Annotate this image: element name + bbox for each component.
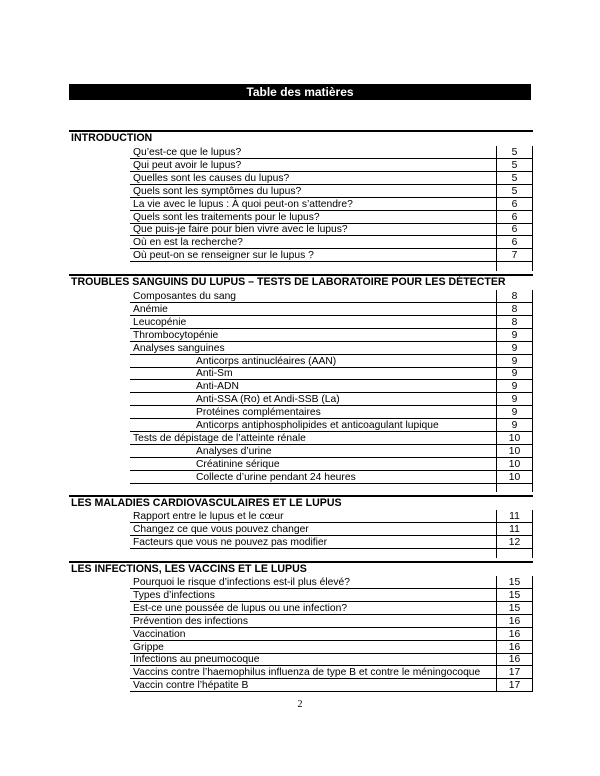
toc-entry[interactable] xyxy=(0,316,600,329)
toc-entry[interactable] xyxy=(0,342,600,355)
toc-entry-page: 17 xyxy=(496,679,533,692)
indent-rule xyxy=(130,380,193,393)
toc-entry-label[interactable]: Anticorps antiphospholipides et anticoagulant lupique xyxy=(193,419,499,432)
toc-entry-label[interactable]: Qu’est-ce que le lupus? xyxy=(130,146,499,159)
toc-entry-page: 16 xyxy=(496,615,533,628)
toc-entry[interactable] xyxy=(0,641,600,654)
toc-entry-page: 15 xyxy=(496,602,533,615)
toc-entry-page: 15 xyxy=(496,589,533,602)
toc-entry[interactable] xyxy=(0,536,600,549)
page-column-gap xyxy=(496,549,533,558)
toc-entry[interactable] xyxy=(0,223,600,236)
toc-entry-label[interactable]: Analyses d’urine xyxy=(193,445,499,458)
toc-entry-label[interactable]: Quelles sont les causes du lupus? xyxy=(130,172,499,185)
toc-entry-label[interactable]: Vaccins contre l’haemophilus influenza de type B et contre le méningocoque xyxy=(130,666,499,679)
toc-entry-label[interactable]: Est-ce une poussée de lupus ou une infection? xyxy=(130,602,499,615)
toc-entry-label[interactable]: Quels sont les symptômes du lupus? xyxy=(130,185,499,198)
toc-entry-label[interactable]: Que puis-je faire pour bien vivre avec le lupus? xyxy=(130,223,499,236)
toc-entry-page: 9 xyxy=(496,380,533,393)
section-heading[interactable]: LES INFECTIONS, LES VACCINS ET LE LUPUS xyxy=(69,561,533,576)
indent-rule xyxy=(130,367,193,380)
toc-entry-label[interactable]: Tests de dépistage de l’atteinte rénale xyxy=(130,432,499,445)
toc-entry-page: 8 xyxy=(496,290,533,303)
toc-entry[interactable] xyxy=(0,159,600,172)
toc-entry-label[interactable]: Qui peut avoir le lupus? xyxy=(130,159,499,172)
toc-entry-label[interactable]: Où peut-on se renseigner sur le lupus ? xyxy=(130,249,499,262)
toc-entry-page: 5 xyxy=(496,185,533,198)
toc-entry[interactable] xyxy=(0,666,600,679)
toc-entry-label[interactable]: Pourquoi le risque d’infections est-il plus élevé? xyxy=(130,576,499,589)
indent-rule xyxy=(130,471,193,484)
toc-entry-label[interactable]: Anémie xyxy=(130,303,499,316)
toc-entry-page: 7 xyxy=(496,249,533,262)
toc-entry[interactable] xyxy=(0,589,600,602)
toc-entry[interactable] xyxy=(0,329,600,342)
toc-entry-label[interactable]: Où en est la recherche? xyxy=(130,236,499,249)
toc-entry-page: 9 xyxy=(496,367,533,380)
section-heading[interactable]: INTRODUCTION xyxy=(69,130,533,145)
toc-entry-label[interactable]: Rapport entre le lupus et le cœur xyxy=(130,510,499,523)
indent-rule xyxy=(130,355,193,368)
toc-entry-page: 8 xyxy=(496,303,533,316)
indent-rule xyxy=(130,458,193,471)
page-column-gap xyxy=(496,484,533,493)
toc-entry-label[interactable]: Grippe xyxy=(130,641,499,654)
toc-entry-label[interactable]: Anti-Sm xyxy=(193,367,499,380)
toc-entry[interactable] xyxy=(0,185,600,198)
toc-entry[interactable] xyxy=(0,602,600,615)
toc-entry-page: 9 xyxy=(496,419,533,432)
toc-entry[interactable] xyxy=(0,458,600,471)
indent-rule xyxy=(130,406,193,419)
toc-entry-label[interactable]: Quels sont les traitements pour le lupus? xyxy=(130,211,499,224)
toc-entry-page: 6 xyxy=(496,236,533,249)
toc-entry[interactable] xyxy=(0,172,600,185)
toc-entry[interactable] xyxy=(0,471,600,484)
toc-entry[interactable] xyxy=(0,576,600,589)
toc-entry[interactable] xyxy=(0,236,600,249)
toc-entry-page: 9 xyxy=(496,393,533,406)
toc-entry-page: 16 xyxy=(496,653,533,666)
toc-entry-page: 6 xyxy=(496,211,533,224)
footer-page-number: 2 xyxy=(297,699,303,710)
toc-entry-page: 6 xyxy=(496,223,533,236)
toc-entry-label[interactable]: Thrombocytopénie xyxy=(130,329,499,342)
toc-entry-page: 5 xyxy=(496,172,533,185)
toc-entry-page: 15 xyxy=(496,576,533,589)
toc-entry-label[interactable]: Anti-ADN xyxy=(193,380,499,393)
toc-entry-page: 16 xyxy=(496,641,533,654)
toc-entry-page: 6 xyxy=(496,198,533,211)
toc-entry-label[interactable]: Leucopénie xyxy=(130,316,499,329)
toc-entry-label[interactable]: Collecte d’urine pendant 24 heures xyxy=(193,471,499,484)
toc-entry[interactable] xyxy=(0,615,600,628)
toc-entry-label[interactable]: Analyses sanguines xyxy=(130,342,499,355)
toc-title: Table des matières xyxy=(69,84,531,100)
toc-entry-label[interactable]: Anti-SSA (Ro) et Andi-SSB (La) xyxy=(193,393,499,406)
toc-entry[interactable] xyxy=(0,628,600,641)
toc-entry-label[interactable]: Vaccin contre l’hépatite B xyxy=(130,679,499,692)
toc-entry-page: 9 xyxy=(496,355,533,368)
toc-entry[interactable] xyxy=(0,198,600,211)
toc-entry-page: 10 xyxy=(496,471,533,484)
toc-entry-label[interactable]: Protéines complémentaires xyxy=(193,406,499,419)
toc-entry-label[interactable]: Facteurs que vous ne pouvez pas modifier xyxy=(130,536,499,549)
toc-entry[interactable] xyxy=(0,445,600,458)
indent-rule xyxy=(130,419,193,432)
toc-entry-page: 9 xyxy=(496,342,533,355)
toc-entry[interactable] xyxy=(0,419,600,432)
toc-entry[interactable] xyxy=(0,393,600,406)
toc-entry-label[interactable]: Prévention des infections xyxy=(130,615,499,628)
toc-entry-label[interactable]: Vaccination xyxy=(130,628,499,641)
toc-entry-label[interactable]: Composantes du sang xyxy=(130,290,499,303)
toc-entry-page: 12 xyxy=(496,536,533,549)
toc-entry[interactable] xyxy=(0,303,600,316)
toc-entry-label[interactable]: Changez ce que vous pouvez changer xyxy=(130,523,499,536)
toc-entry-page: 10 xyxy=(496,432,533,445)
toc-entry[interactable] xyxy=(0,367,600,380)
section-heading[interactable]: LES MALADIES CARDIOVASCULAIRES ET LE LUPUS xyxy=(69,495,533,510)
toc-entry-label[interactable]: Créatinine sérique xyxy=(193,458,499,471)
toc-entry[interactable] xyxy=(0,510,600,523)
toc-entry[interactable] xyxy=(0,432,600,445)
toc-entry[interactable] xyxy=(0,380,600,393)
toc-entry[interactable] xyxy=(0,679,600,692)
toc-entry-label[interactable]: Types d’infections xyxy=(130,589,499,602)
toc-entry[interactable] xyxy=(0,211,600,224)
toc-entry-page: 5 xyxy=(496,159,533,172)
toc-entry-label[interactable]: La vie avec le lupus : À quoi peut-on s’attendre? xyxy=(130,198,499,211)
toc-entry[interactable] xyxy=(0,406,600,419)
toc-entry-page: 17 xyxy=(496,666,533,679)
toc-entry[interactable] xyxy=(0,249,600,262)
toc-entry-page: 10 xyxy=(496,458,533,471)
toc-entry-page: 10 xyxy=(496,445,533,458)
indent-rule xyxy=(130,393,193,406)
section-heading[interactable]: TROUBLES SANGUINS DU LUPUS – TESTS DE LABORATOIRE POUR LES DÉTECTER xyxy=(69,274,533,289)
toc-entry[interactable] xyxy=(0,290,600,303)
toc-entry-page: 5 xyxy=(496,146,533,159)
toc-entry-page: 9 xyxy=(496,406,533,419)
toc-entry[interactable] xyxy=(0,653,600,666)
toc-entry-page: 11 xyxy=(496,510,533,523)
toc-entry-page: 8 xyxy=(496,316,533,329)
toc-entry-page: 11 xyxy=(496,523,533,536)
indent-rule xyxy=(130,445,193,458)
page-column-gap xyxy=(496,262,533,271)
toc-entry[interactable] xyxy=(0,146,600,159)
toc-entry[interactable] xyxy=(0,355,600,368)
toc-entry[interactable] xyxy=(0,523,600,536)
toc-entry-label[interactable]: Anticorps antinucléaires (AAN) xyxy=(193,355,499,368)
toc-entry-page: 16 xyxy=(496,628,533,641)
toc-entry-page: 9 xyxy=(496,329,533,342)
toc-entry-label[interactable]: Infections au pneumocoque xyxy=(130,653,499,666)
